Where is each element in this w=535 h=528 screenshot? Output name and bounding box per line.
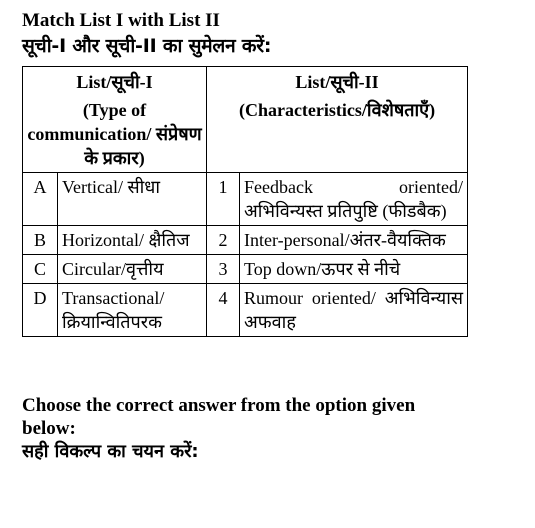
question-title-hindi: सूची-I और सूची-II का सुमेलन करें: xyxy=(22,35,272,57)
question-title-english: Match List I with List II xyxy=(22,10,220,31)
row-number: 4 xyxy=(207,284,240,337)
list2-item: Top down/ऊपर से नीचे xyxy=(240,255,468,284)
list1-header xyxy=(23,67,207,173)
instruction-english: Choose the correct answer from the option given below: xyxy=(22,395,416,439)
list2-item: Rumour oriented/ अभिविन्यास अफवाह xyxy=(240,284,468,337)
instruction-hindi: सही विकल्प का चयन करें: xyxy=(22,441,199,462)
row-number: 2 xyxy=(207,226,240,255)
table-row xyxy=(23,226,468,255)
table-header-row xyxy=(23,67,468,173)
row-number: 3 xyxy=(207,255,240,284)
table-row xyxy=(23,284,468,337)
row-letter: C xyxy=(23,255,58,284)
list1-item: Transactional/ क्रियान्वितिपरक xyxy=(58,284,207,337)
row-number: 1 xyxy=(207,173,240,226)
row-letter: B xyxy=(23,226,58,255)
list1-header-subtitle: (Type of communication/ संप्रेषण के प्रकार) xyxy=(27,100,202,168)
list2-header-subtitle: (Characteristics/विशेषताएँ) xyxy=(238,100,436,120)
list2-item: Inter-personal/अंतर-वैयक्तिक xyxy=(240,226,468,255)
row-letter: A xyxy=(23,173,58,226)
list1-item: Circular/वृत्तीय xyxy=(58,255,207,284)
list2-item: Feedback oriented/ अभिविन्यस्त प्रतिपुष्टि (फीडबैक) xyxy=(240,173,468,226)
list1-header-title: List/सूची-I xyxy=(76,72,153,92)
table-row xyxy=(23,173,468,226)
row-letter: D xyxy=(23,284,58,337)
match-table xyxy=(22,66,468,337)
table-row xyxy=(23,255,468,284)
list2-header-title: List/सूची-II xyxy=(295,72,379,92)
list2-header xyxy=(207,67,468,173)
list1-item: Vertical/ सीधा xyxy=(58,173,207,226)
list1-item: Horizontal/ क्षैतिज xyxy=(58,226,207,255)
